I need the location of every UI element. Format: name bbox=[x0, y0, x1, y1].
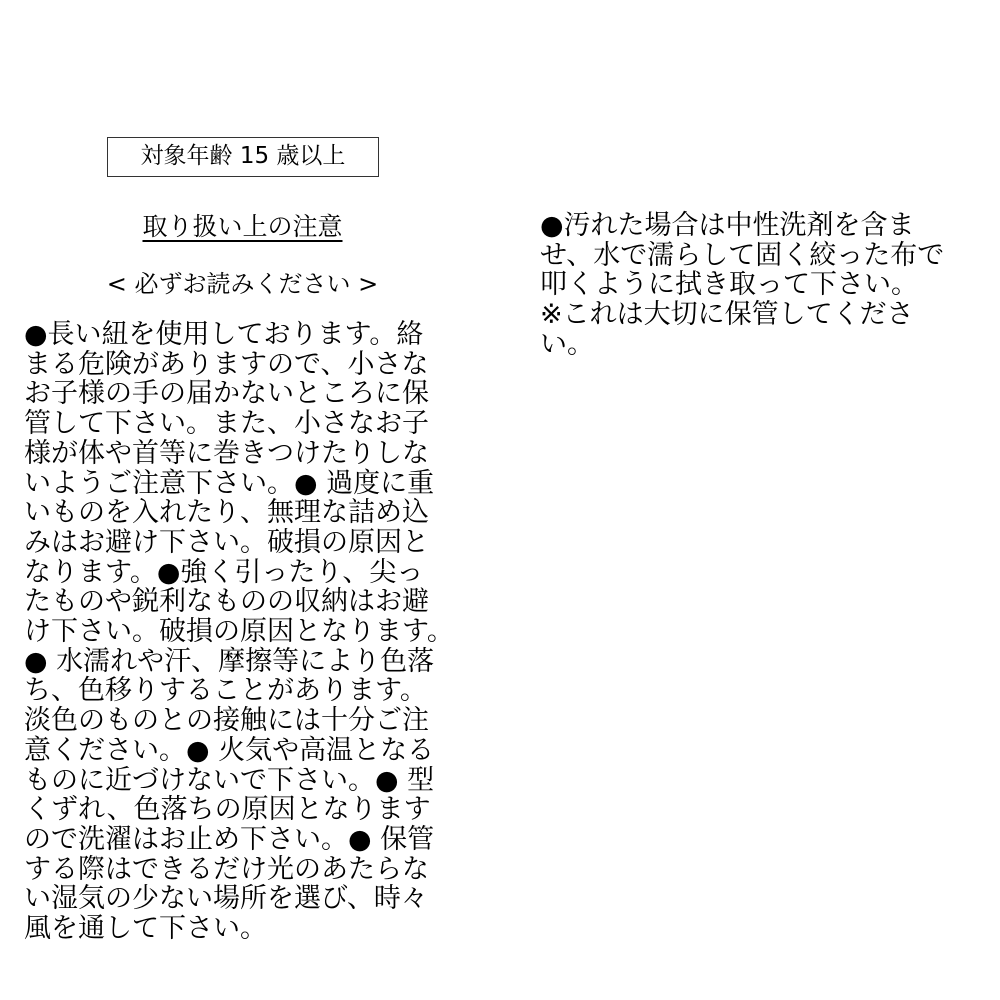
text-line: ● 水濡れや汗、摩擦等により色落 bbox=[24, 645, 435, 677]
text-line: ●汚れた場合は中性洗剤を含ま bbox=[540, 210, 915, 241]
text-line: いものを入れたり、無理な詰め込 bbox=[24, 497, 429, 529]
text-line: け下さい。破損の原因となります。 bbox=[24, 616, 454, 648]
text-line: する際はできるだけ光のあたらな bbox=[24, 853, 429, 885]
notice-heading: 取り扱い上の注意 bbox=[142, 212, 343, 241]
text-line: まる危険がありますので、小さな bbox=[24, 348, 429, 380]
text-line: ので洗濯はお止め下さい。● 保管 bbox=[24, 823, 435, 855]
text-line: い。 bbox=[540, 328, 594, 360]
precautions-right-column bbox=[540, 211, 980, 360]
text-line: いようご注意下さい。● 過度に重 bbox=[24, 467, 435, 499]
notice-subheading: < 必ずお読みください > bbox=[106, 270, 379, 298]
text-line: みはお避け下さい。破損の原因と bbox=[24, 526, 429, 558]
text-line: ※これは大切に保管してくださ bbox=[540, 299, 914, 331]
text-line: ●長い紐を使用しております。絡 bbox=[24, 319, 424, 350]
text-line: 叩くように拭き取って下さい。 bbox=[540, 269, 918, 301]
text-line: たものや鋭利なものの収納はお避 bbox=[24, 586, 429, 618]
age-rating-box bbox=[107, 137, 379, 177]
text-line: い湿気の少ない場所を選び、時々 bbox=[24, 883, 428, 915]
text-line: 意ください。● 火気や高温となる bbox=[24, 734, 435, 766]
text-line: 様が体や首等に巻きつけたりしな bbox=[24, 437, 429, 469]
text-line: 風を通して下さい。 bbox=[24, 913, 267, 945]
text-line: ち、色移りすることがあります。 bbox=[24, 675, 427, 707]
age-rating-label: 対象年齢 15 歳以上 bbox=[140, 143, 346, 169]
text-line: ものに近づけないで下さい。● 型 bbox=[24, 764, 435, 796]
precautions-left-column bbox=[24, 320, 469, 944]
text-line: なります。●強く引ったり、尖っ bbox=[24, 556, 424, 588]
text-line: お子様の手の届かないところに保 bbox=[24, 378, 429, 410]
text-line: せ、水で濡らして固く絞った布で bbox=[540, 239, 945, 271]
text-line: くずれ、色落ちの原因となります bbox=[24, 794, 431, 826]
text-line: 管して下さい。また、小さなお子 bbox=[24, 408, 429, 440]
text-line: 淡色のものとの接触には十分ご注 bbox=[24, 705, 429, 737]
